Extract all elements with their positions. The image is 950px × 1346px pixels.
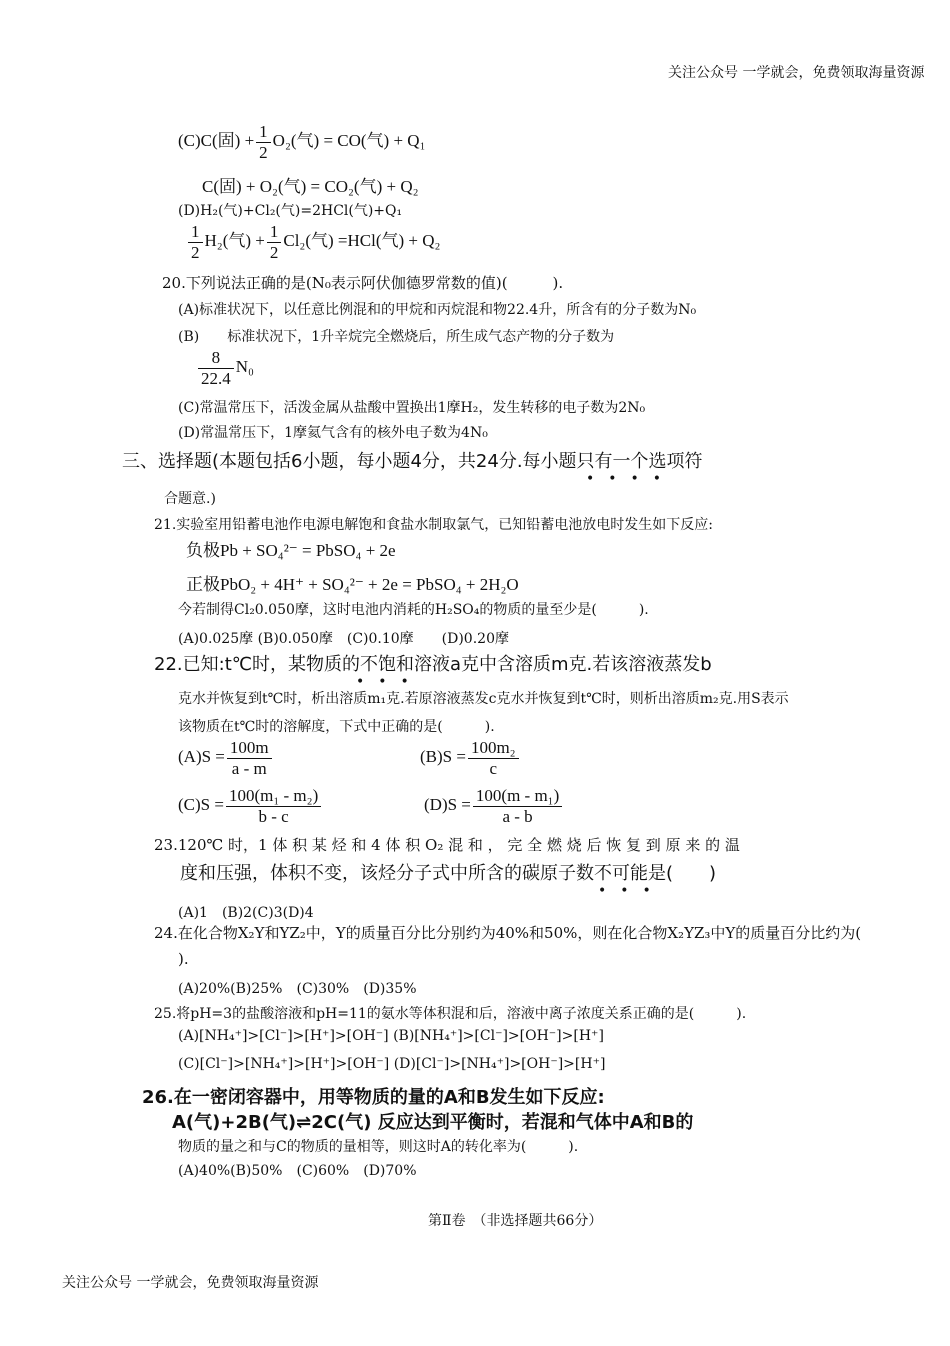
- q20-option-d: (D)常温常压下，1摩氦气含有的核外电子数为4N₀: [178, 425, 488, 441]
- q20-option-c: (C)常温常压下，活泼金属从盐酸中置换出1摩H₂，发生转移的电子数为2N₀: [178, 400, 646, 416]
- q26-line3: 物质的量之和与C的物质的量相等，则这时A的转化率为( ).: [178, 1139, 579, 1155]
- section3-emphasis-dots: • • • •: [586, 471, 662, 487]
- q25-options-ab: (A)[NH₄⁺]>[Cl⁻]>[H⁺]>[OH⁻] (B)[NH₄⁺]>[Cl⁻]>[OH⁻]>[H⁺]: [178, 1028, 604, 1044]
- q23-line1: 23.120℃ 时，1 体 积 某 烃 和 4 体 积 O₂ 混 和 ， 完 全 燃 烧 后 恢 复 到 原 来 的 温: [154, 836, 740, 854]
- q26-line1: 26.在一密闭容器中，用等物质的量的A和B发生如下反应:: [142, 1087, 605, 1108]
- page-footer: 关注公众号 一学就会，免费领取海量资源: [62, 1275, 319, 1291]
- q19-d-line2: $\frac{1}{2}$ H₂(气) + $\frac{1}{2}$ Cl₂(气) =HCl(气) + Q₂: [186, 222, 440, 262]
- q24-line2: ).: [178, 950, 189, 968]
- q24-line1: 24.在化合物X₂Y和YZ₂中，Y的质量百分比分别约为40%和50%，则在化合物X₂YZ₃中Y的质量百分比约为(: [154, 924, 862, 942]
- page-header: 关注公众号 一学就会，免费领取海量资源: [668, 65, 925, 81]
- q25-stem: 25.将pH=3的盐酸溶液和pH=11的氨水等体积混和后，溶液中离子浓度关系正确的是( ).: [154, 1006, 747, 1022]
- q22-option-b: (B)S = $\frac{\text{100m₂}}{c}$: [420, 738, 521, 778]
- q22-option-c: (C)S = $\frac{\text{100(m₁ - m₂)}}{b - c}$: [178, 786, 323, 826]
- section3-title-cont: 合题意.): [164, 491, 216, 507]
- q21-question: 今若制得Cl₂0.050摩，这时电池内消耗的H₂SO₄的物质的量至少是( ).: [178, 602, 649, 618]
- q22-emphasis-dots: • • •: [356, 674, 409, 690]
- q22-option-a: (A)S = $\frac{100m}{a - m}$: [178, 738, 274, 778]
- section3-title: 三、选择题(本题包括6小题，每小题4分，共24分.每小题只有一个选项符: [122, 451, 703, 472]
- q21-options: (A)0.025摩 (B)0.050摩 (C)0.10摩 (D)0.20摩: [178, 631, 509, 647]
- q25-options-cd: (C)[Cl⁻]>[NH₄⁺]>[H⁺]>[OH⁻] (D)[Cl⁻]>[NH₄⁺]>[OH⁻]>[H⁺]: [178, 1056, 606, 1072]
- q22-option-d: (D)S = $\frac{\text{100(m - m₁)}}{a - b}$: [424, 786, 564, 826]
- q22-line3: 该物质在t℃时的溶解度，下式中正确的是( ).: [178, 719, 495, 735]
- q23-line2: 度和压强，体积不变，该烃分子式中所含的碳原子数不可能是( ): [180, 863, 717, 884]
- q23-options: (A)1 (B)2(C)3(D)4: [178, 905, 314, 921]
- q19-c-line2: C(固) + O₂(气) = CO₂(气) + Q₂: [202, 177, 419, 196]
- q20-option-b-fraction: $\frac{8}{22.4}$ N₀: [196, 348, 254, 388]
- q26-options: (A)40%(B)50% (C)60% (D)70%: [178, 1163, 417, 1179]
- part2-title: 第Ⅱ卷 （非选择题共66分）: [428, 1213, 603, 1229]
- q21-stem: 21.实验室用铅蓄电池作电源电解饱和食盐水制取氯气，已知铅蓄电池放电时发生如下反应:: [154, 517, 713, 533]
- q23-emphasis-dots: • • •: [598, 883, 651, 899]
- q24-options: (A)20%(B)25% (C)30% (D)35%: [178, 981, 417, 997]
- q21-positive-electrode: 正极PbO₂ + 4H⁺ + SO₄²⁻ + 2e = PbSO₄ + 2H₂O: [186, 575, 519, 594]
- q21-negative-electrode: 负极Pb + SO₄²⁻ = PbSO₄ + 2e: [186, 541, 396, 560]
- q19-d-line1: (D)H₂(气)+Cl₂(气)=2HCl(气)+Q₁: [178, 203, 403, 219]
- q20-stem: 20.下列说法正确的是(N₀表示阿伏伽德罗常数的值)( ).: [162, 274, 564, 292]
- q19-c-line1: (C)C(固) + $\frac{1}{2}$ O₂(气) = CO(气) + Q₁: [178, 122, 426, 162]
- q22-stem: 22.已知:t℃时，某物质的不饱和溶液a克中含溶质m克.若该溶液蒸发b: [154, 654, 712, 675]
- q22-line2: 克水并恢复到t℃时，析出溶质m₁克.若原溶液蒸发c克水并恢复到t℃时，则析出溶质m₂克.用S表示: [178, 691, 789, 707]
- q20-option-a: (A)标准状况下，以任意比例混和的甲烷和丙烷混和物22.4升，所含有的分子数为N₀: [178, 302, 697, 318]
- q26-line2: A(气)+2B(气)⇌2C(气) 反应达到平衡时，若混和气体中A和B的: [172, 1112, 694, 1133]
- q20-option-b: (B) 标准状况下，1升辛烷完全燃烧后，所生成气态产物的分子数为: [178, 329, 615, 345]
